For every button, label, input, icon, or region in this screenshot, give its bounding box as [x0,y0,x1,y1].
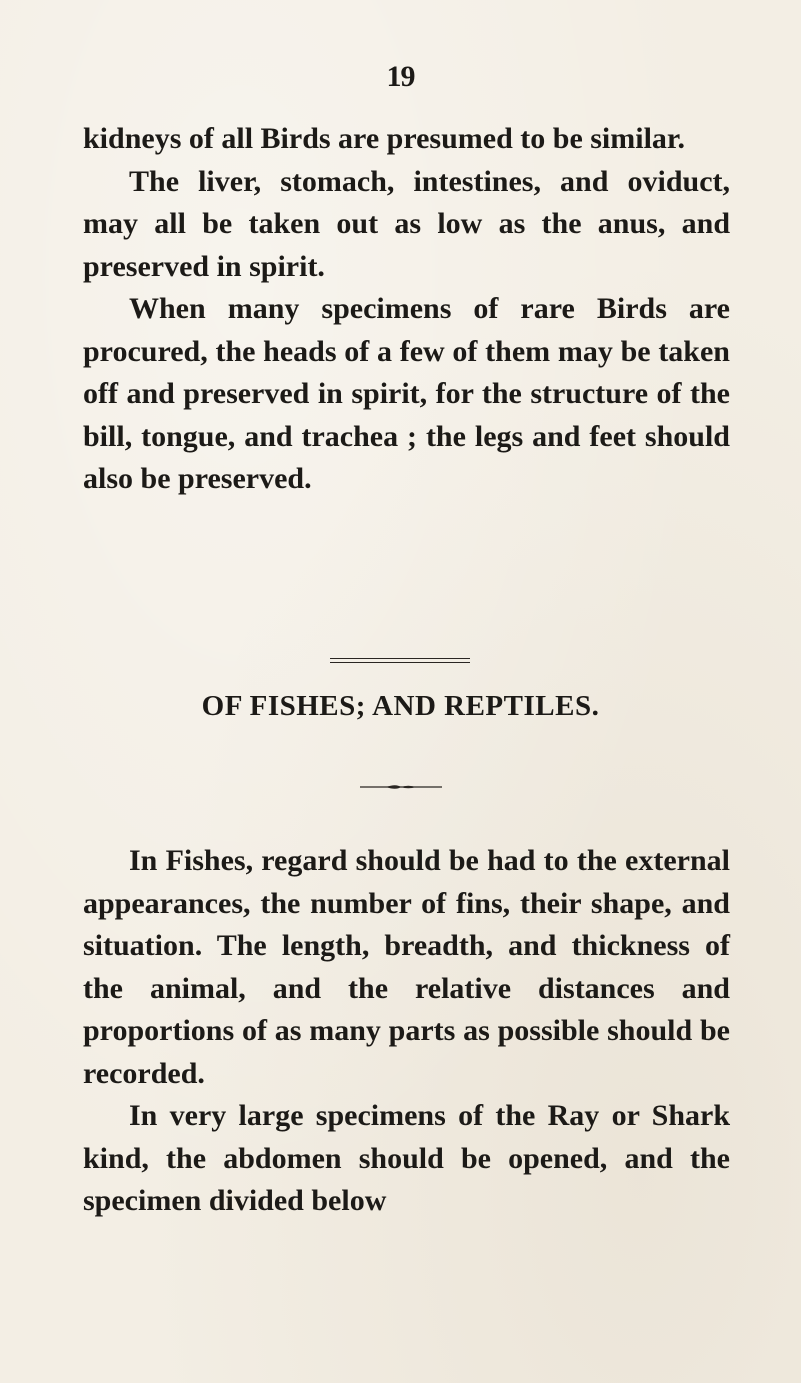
double-rule-divider [330,658,470,663]
page-number: 19 [386,60,415,93]
paragraph-ray-shark: In very large specimens of the Ray or Shark kind, the abdomen should be opened, and the specimen divided below [83,1099,730,1217]
section-heading: OF FISHES; AND REPTILES. [201,690,600,722]
top-text-block [83,118,730,501]
paragraph-viscera: The liver, stomach, intestines, and oviduct, may all be taken out as low as the anus, and preserved in spirit. [83,164,730,283]
paragraph-continuation: kidneys of all Birds are presumed to be similar. [83,122,685,155]
bottom-text-block [83,840,730,1223]
paragraph-specimens: When many specimens of rare Birds are procured, the heads of a few of them may be taken off and preserved in spirit, for the structure of the bill, tongue, and trachea ; the legs and feet should also be preserved. [83,292,730,495]
ornament-dash-icon [360,783,442,791]
paragraph-fishes: In Fishes, regard should be had to the external appearances, the number of fins, their shape, and situation. The length, breadth, and thickness of the animal, and the relative distances and proportions of as many parts as possible should be recorded. [83,844,730,1090]
